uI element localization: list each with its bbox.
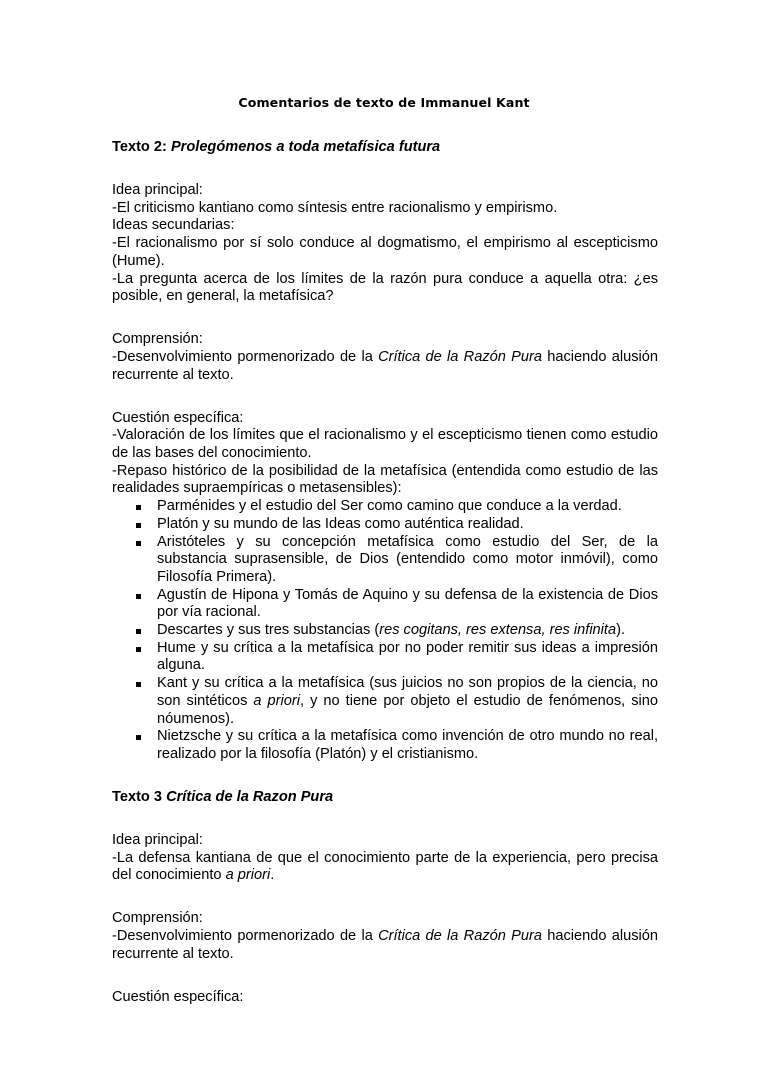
text-segment: , y no tiene por objeto el estudio de fenómenos, sino nóumenos).: [157, 692, 658, 727]
texto3-heading: [112, 789, 658, 807]
comprension-label: Comprensión:: [112, 331, 203, 348]
document-body: [112, 0, 658, 1007]
heading-work-title: Crítica de la Razon Pura: [166, 788, 334, 805]
heading-work-title: Prolegómenos a toda metafísica futura: [170, 139, 441, 155]
texto2-heading: [112, 139, 658, 157]
list-item: Agustín de Hipona y Tomás de Aquino y su defensa de la existencia de Dios por vía racional.: [112, 587, 658, 622]
italic-segment: a priori: [225, 867, 271, 884]
idea-principal: -El criticismo kantiano como síntesis entre racionalismo y empirismo.: [112, 199, 558, 216]
list-item: Parménides y el estudio del Ser como camino que conduce a la verdad.: [112, 498, 658, 516]
list-item: [112, 622, 658, 640]
text-segment: -Desenvolvimiento pormenorizado de la: [112, 928, 379, 945]
text-segment: haciendo alusión recurrente al texto.: [112, 928, 659, 962]
work-title: Crítica de la Razón Pura: [378, 348, 542, 365]
list-item: [112, 675, 658, 728]
cuestion-text: -Valoración de los límites que el racionalismo y el escepticismo tienen como estudio de las bases del conocimiento.: [112, 427, 658, 462]
text-segment: Kant y su crítica a la metafísica (sus juicios no son propios de la ciencia, no son sintéticos: [157, 675, 658, 709]
list-item: Hume y su crítica a la metafísica por no poder remitir sus ideas a impresión alguna.: [112, 640, 658, 675]
list-item: Platón y su mundo de las Ideas como auténtica realidad.: [112, 516, 658, 534]
text-segment: Descartes y sus tres substancias (: [157, 622, 380, 639]
bullet-list: [112, 498, 658, 764]
text-segment: ).: [616, 622, 626, 639]
text-segment: -Desenvolvimiento pormenorizado de la: [112, 348, 379, 365]
comprension-text: [112, 349, 658, 384]
ideas-secundarias-label: Ideas secundarias:: [112, 217, 235, 234]
idea-principal-label: Idea principal:: [112, 831, 203, 848]
italic-segment: res cogitans, res extensa, res infinita: [379, 622, 617, 639]
list-item: Aristóteles y su concepción metafísica como estudio del Ser, de la substancia suprasensible, de Dios (entendido como motor inmóvil), como Filosofía Primera).: [112, 534, 658, 587]
text-segment: haciendo alusión recurrente al texto.: [112, 348, 659, 383]
text-segment: -La defensa kantiana de que el conocimiento parte de la experiencia, pero precisa del conocimiento: [112, 849, 658, 884]
cuestion-label: Cuestión específica:: [112, 409, 244, 426]
idea-secundaria: -La pregunta acerca de los límites de la razón pura conduce a aquella otra: ¿es posible, en general, la metafísica?: [112, 270, 658, 305]
heading-label: Texto 2:: [112, 139, 167, 155]
idea-principal: [112, 850, 658, 885]
comprension-label: Comprensión:: [112, 910, 203, 927]
document-title: Comentarios de texto de Immanuel Kant: [238, 95, 530, 110]
comprension-text: [112, 928, 658, 963]
idea-secundaria: -El racionalismo por sí solo conduce al dogmatismo, el empirismo al escepticismo (Hume).: [112, 235, 658, 269]
text-segment: .: [270, 867, 275, 884]
work-title: Crítica de la Razón Pura: [378, 928, 542, 945]
idea-principal-label: Idea principal:: [112, 182, 203, 198]
italic-segment: a priori: [253, 692, 300, 709]
cuestion-text: -Repaso histórico de la posibilidad de la metafísica (entendida como estudio de las realidades supraempíricas o metasensibles):: [112, 462, 658, 497]
list-item: Nietzsche y su crítica a la metafísica como invención de otro mundo no real, realizado por la filosofía (Platón) y el cristianismo.: [112, 728, 658, 763]
heading-label: Texto 3: [112, 788, 163, 805]
cuestion-label: Cuestión específica:: [112, 988, 244, 1005]
